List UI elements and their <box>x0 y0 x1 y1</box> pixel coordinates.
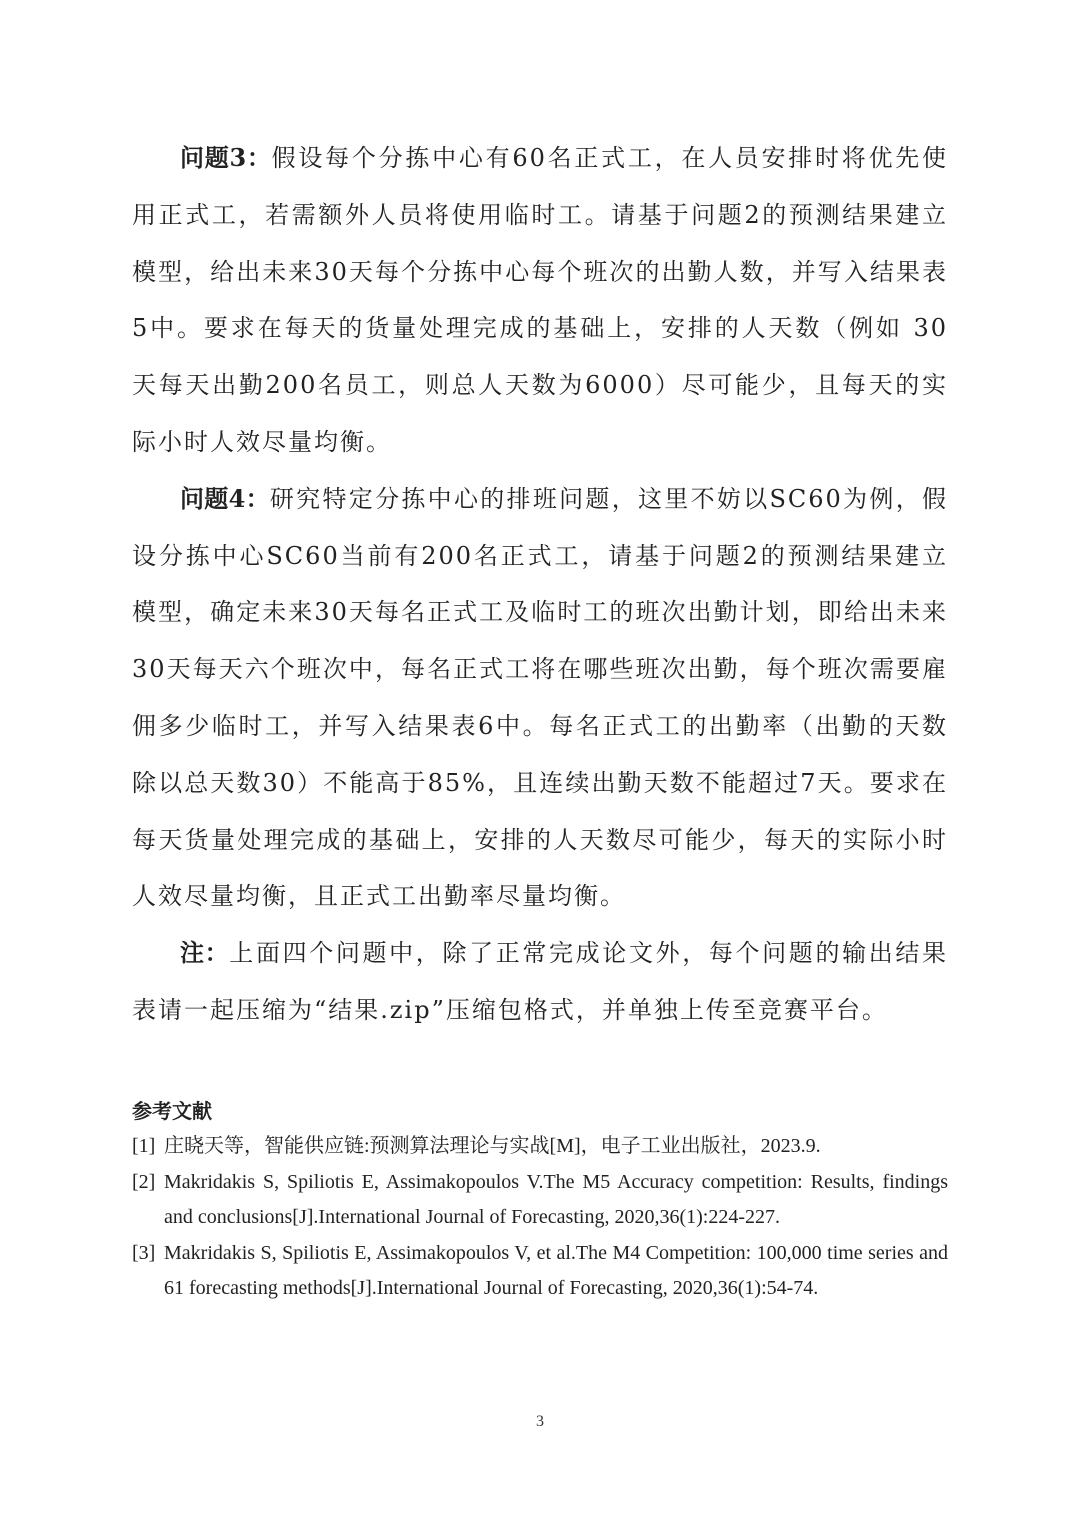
references-title: 参考文献 <box>132 1099 212 1123</box>
paragraph-text: 上面四个问题中，除了正常完成论文外，每个问题的输出结果表请一起压缩为“结果.zip”压缩包格式，并单独上传至竞赛平台。 <box>132 939 949 1024</box>
page-number: 3 <box>536 1413 544 1430</box>
paragraph-label: 问题3： <box>180 143 272 172</box>
paragraph-problem-4 <box>132 471 948 925</box>
paragraph-text: 研究特定分拣中心的排班问题，这里不妨以SC60为例，假设分拣中心SC60当前有200名正式工，请基于问题2的预测结果建立模型，确定未来30天每名正式工及临时工的班次出勤计划，即给出未来30天每天六个班次中，每名正式工将在哪些班次出勤，每个班次需要雇佣多少临时工，并写入结果表6中。每名正式工的出勤率（出勤的天数除以总天数30）不能高于85%，且连续出勤天数不能超过7天。要求在每天货量处理完成的基础上，安排的人天数尽可能少，每天的实际小时人效尽量均衡，且正式工出勤率尽量均衡。 <box>132 484 949 911</box>
paragraph-note <box>132 925 948 1039</box>
reference-number: [1] <box>132 1135 156 1157</box>
reference-item <box>132 1165 948 1236</box>
body-text <box>132 130 948 1039</box>
references-section <box>132 1094 948 1307</box>
paragraph-problem-3 <box>132 130 948 471</box>
paragraph-text: 假设每个分拣中心有60名正式工，在人员安排时将优先使用正式工，若需额外人员将使用临时工。请基于问题2的预测结果建立模型，给出未来30天每个分拣中心每个班次的出勤人数，并写入结果表5中。要求在每天的货量处理完成的基础上，安排的人天数（例如 30 天每天出勤200名员工，则总人天数为6000）尽可能少，且每天的实际小时人效尽量均衡。 <box>132 144 948 456</box>
reference-item <box>132 1236 948 1307</box>
reference-number: [2] <box>132 1170 156 1193</box>
reference-text: 庄晓天等，智能供应链:预测算法理论与实战[M]，电子工业出版社，2023.9. <box>164 1135 821 1157</box>
paragraph-label: 注： <box>180 938 230 968</box>
reference-item <box>132 1129 948 1165</box>
reference-text: Makridakis S, Spiliotis E, Assimakopoulos V.The M5 Accuracy competition: Results, findings and conclusions[J].International Journal of Forecasting, 2020,36(1):224-227. <box>164 1170 948 1228</box>
reference-text: Makridakis S, Spiliotis E, Assimakopoulos V, et al.The M4 Competition: 100,000 time series and 61 forecasting methods[J].International Journal of Forecasting, 2020,36(1):54-74. <box>164 1241 948 1299</box>
paragraph-label: 问题4： <box>180 483 270 513</box>
reference-number: [3] <box>132 1241 156 1264</box>
